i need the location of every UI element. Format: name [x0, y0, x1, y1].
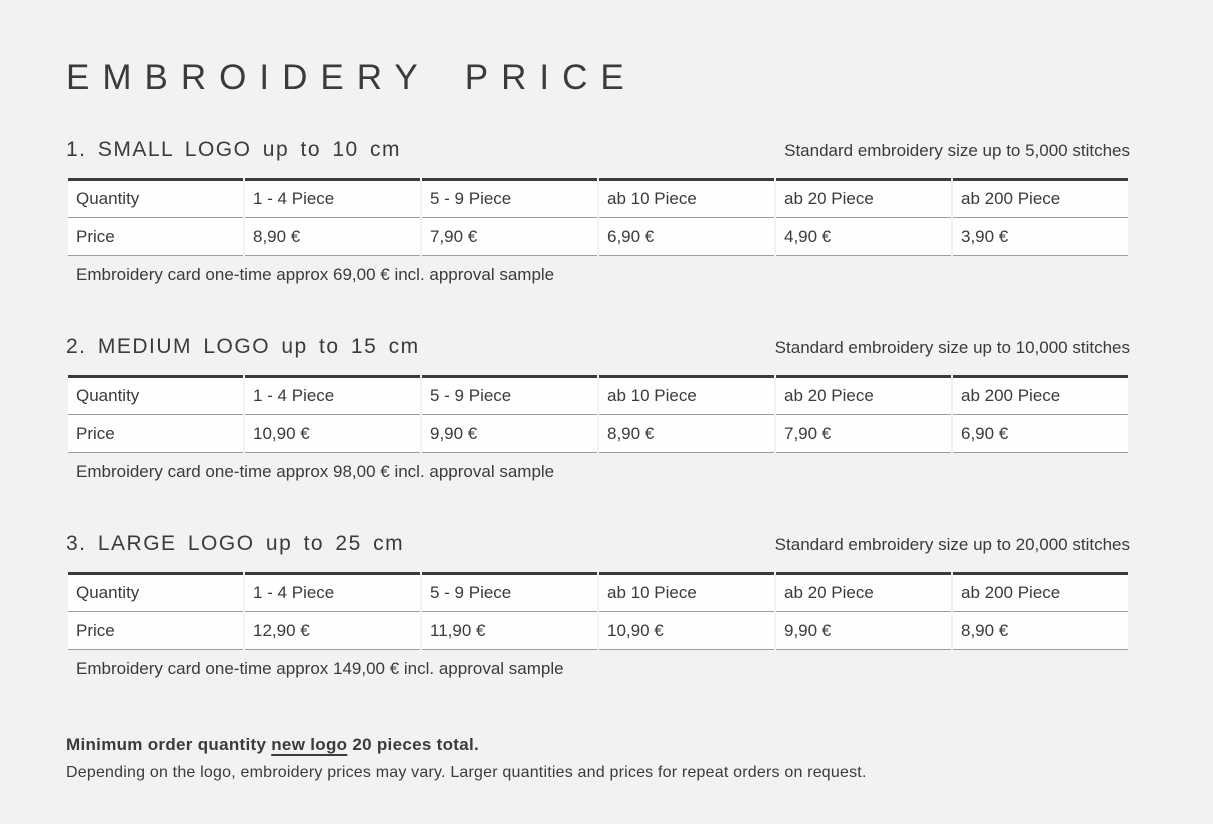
section-heading: 1. SMALL LOGO up to 10 cm	[66, 138, 402, 161]
footer-notes	[66, 735, 1130, 782]
table-header-row	[68, 375, 1128, 415]
column-header: 1 - 4 Piece	[245, 178, 420, 218]
new-logo-underlined: new logo	[271, 735, 348, 754]
price-table	[66, 178, 1130, 256]
page-title: EMBROIDERY PRICE	[66, 58, 637, 97]
column-header: ab 20 Piece	[776, 572, 951, 612]
column-header: 1 - 4 Piece	[245, 375, 420, 415]
table-header-row	[68, 178, 1128, 218]
disclaimer-note: Depending on the logo, embroidery prices may vary. Larger quantities and prices for repeat orders on request.	[66, 764, 867, 781]
price-cell: 8,90 €	[953, 612, 1128, 650]
embroidery-card-note: Embroidery card one-time approx 149,00 € incl. approval sample	[76, 659, 564, 678]
table-header-row	[68, 572, 1128, 612]
section-heading: 3. LARGE LOGO up to 25 cm	[66, 532, 405, 555]
column-header: 1 - 4 Piece	[245, 572, 420, 612]
column-header: ab 10 Piece	[599, 375, 774, 415]
section-small-logo	[66, 138, 1130, 285]
price-cell: 10,90 €	[599, 612, 774, 650]
column-header: ab 10 Piece	[599, 178, 774, 218]
embroidery-card-note: Embroidery card one-time approx 69,00 € incl. approval sample	[76, 265, 555, 284]
column-header: ab 20 Piece	[776, 178, 951, 218]
price-cell: 6,90 €	[599, 218, 774, 256]
price-cell: 4,90 €	[776, 218, 951, 256]
section-large-logo	[66, 532, 1130, 679]
price-cell: 10,90 €	[245, 415, 420, 453]
column-header: 5 - 9 Piece	[422, 178, 597, 218]
price-cell: 9,90 €	[422, 415, 597, 453]
column-header: ab 10 Piece	[599, 572, 774, 612]
section-header	[66, 532, 1130, 556]
section-medium-logo	[66, 335, 1130, 482]
stitch-size-note: Standard embroidery size up to 5,000 stitches	[784, 141, 1130, 160]
embroidery-card-note: Embroidery card one-time approx 98,00 € incl. approval sample	[76, 462, 555, 481]
price-cell: 9,90 €	[776, 612, 951, 650]
price-cell: 6,90 €	[953, 415, 1128, 453]
table-price-row	[68, 612, 1128, 650]
price-cell: 8,90 €	[599, 415, 774, 453]
price-row-label: Price	[68, 415, 243, 453]
quantity-row-label: Quantity	[68, 375, 243, 415]
price-row-label: Price	[68, 218, 243, 256]
column-header: ab 200 Piece	[953, 375, 1128, 415]
column-header: ab 200 Piece	[953, 572, 1128, 612]
minimum-order-note	[66, 735, 1130, 755]
price-cell: 3,90 €	[953, 218, 1128, 256]
section-header	[66, 335, 1130, 359]
stitch-size-note: Standard embroidery size up to 10,000 stitches	[774, 338, 1130, 357]
price-cell: 11,90 €	[422, 612, 597, 650]
price-table	[66, 572, 1130, 650]
minimum-order-suffix: 20 pieces total.	[347, 735, 480, 754]
price-table	[66, 375, 1130, 453]
price-cell: 8,90 €	[245, 218, 420, 256]
quantity-row-label: Quantity	[68, 178, 243, 218]
column-header: 5 - 9 Piece	[422, 375, 597, 415]
column-header: ab 200 Piece	[953, 178, 1128, 218]
section-header	[66, 138, 1130, 162]
column-header: ab 20 Piece	[776, 375, 951, 415]
price-cell: 12,90 €	[245, 612, 420, 650]
column-header: 5 - 9 Piece	[422, 572, 597, 612]
table-price-row	[68, 218, 1128, 256]
price-row-label: Price	[68, 612, 243, 650]
section-heading: 2. MEDIUM LOGO up to 15 cm	[66, 335, 420, 358]
price-cell: 7,90 €	[776, 415, 951, 453]
minimum-order-prefix: Minimum order quantity	[66, 735, 272, 754]
price-cell: 7,90 €	[422, 218, 597, 256]
quantity-row-label: Quantity	[68, 572, 243, 612]
table-price-row	[68, 415, 1128, 453]
stitch-size-note: Standard embroidery size up to 20,000 stitches	[774, 535, 1130, 554]
